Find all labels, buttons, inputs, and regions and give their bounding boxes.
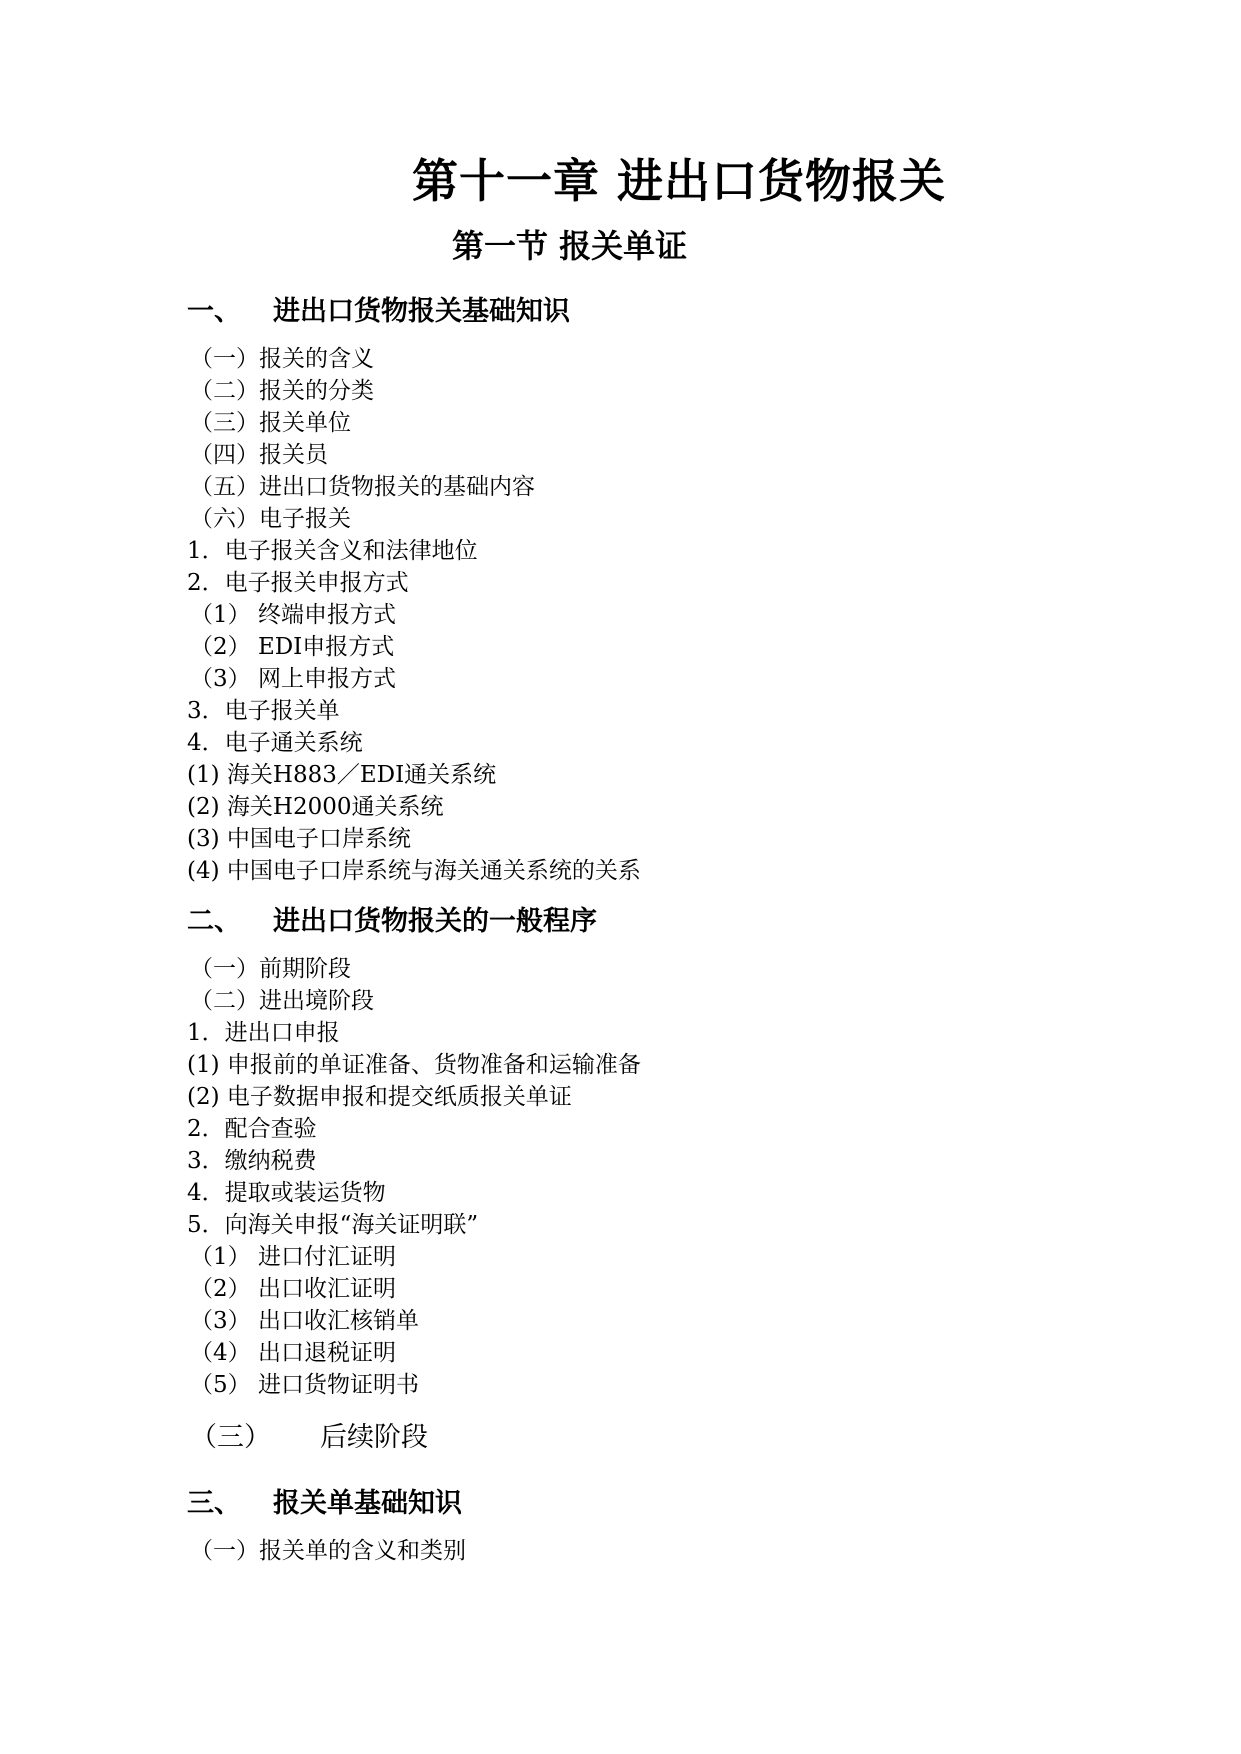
heading-text: 报关单基础知识 [273,1488,462,1519]
list-item: （六）电子报关 [190,506,351,532]
list-item: 2．电子报关申报方式 [187,570,409,596]
heading-section-3 [187,1490,462,1517]
list-item: (1) 海关H883／EDI通关系统 [187,762,497,788]
heading-number: 一、 [187,296,241,327]
list-item: 4．提取或装运货物 [187,1180,386,1206]
heading-text: 进出口货物报关基础知识 [273,296,570,327]
heading-section-1 [187,298,570,325]
section-title: 第一节 报关单证 [452,227,688,265]
list-item: (1) 申报前的单证准备、货物准备和运输准备 [187,1052,641,1078]
list-item: （一）报关单的含义和类别 [190,1538,466,1564]
list-item: （3） 网上申报方式 [190,666,396,692]
list-item: （五）进出口货物报关的基础内容 [190,474,535,500]
list-item: 1．电子报关含义和法律地位 [187,538,478,564]
list-item: （三）报关单位 [190,410,351,436]
list-item: （四）报关员 [190,442,328,468]
heading-number: 三、 [187,1488,241,1519]
list-item: （2） EDI申报方式 [190,634,395,660]
stage-3-text: 后续阶段 [320,1422,428,1453]
list-item: （二）报关的分类 [190,378,374,404]
list-item: （5） 进口货物证明书 [190,1372,419,1398]
list-item: (2) 海关H2000通关系统 [187,794,444,820]
list-item: （2） 出口收汇证明 [190,1276,396,1302]
list-item: 1．进出口申报 [187,1020,340,1046]
stage-3-number: （三） [190,1422,271,1453]
list-item: （4） 出口退税证明 [190,1340,396,1366]
heading-number: 二、 [187,906,241,937]
list-item: (4) 中国电子口岸系统与海关通关系统的关系 [187,858,641,884]
list-item: （一）报关的含义 [190,346,374,372]
list-item: （二）进出境阶段 [190,988,374,1014]
stage-3-heading [190,1424,428,1451]
list-item: （一）前期阶段 [190,956,351,982]
heading-section-2 [187,908,597,935]
list-item: 3．缴纳税费 [187,1148,317,1174]
list-item: （1） 终端申报方式 [190,602,396,628]
list-item: (2) 电子数据申报和提交纸质报关单证 [187,1084,572,1110]
heading-text: 进出口货物报关的一般程序 [273,906,597,937]
list-item: 5．向海关申报“海关证明联” [187,1212,479,1238]
chapter-title: 第十一章 进出口货物报关 [412,154,947,208]
list-item: （3） 出口收汇核销单 [190,1308,419,1334]
list-item: (3) 中国电子口岸系统 [187,826,411,852]
list-item: 2．配合查验 [187,1116,317,1142]
list-item: （1） 进口付汇证明 [190,1244,396,1270]
list-item: 3．电子报关单 [187,698,340,724]
list-item: 4．电子通关系统 [187,730,363,756]
